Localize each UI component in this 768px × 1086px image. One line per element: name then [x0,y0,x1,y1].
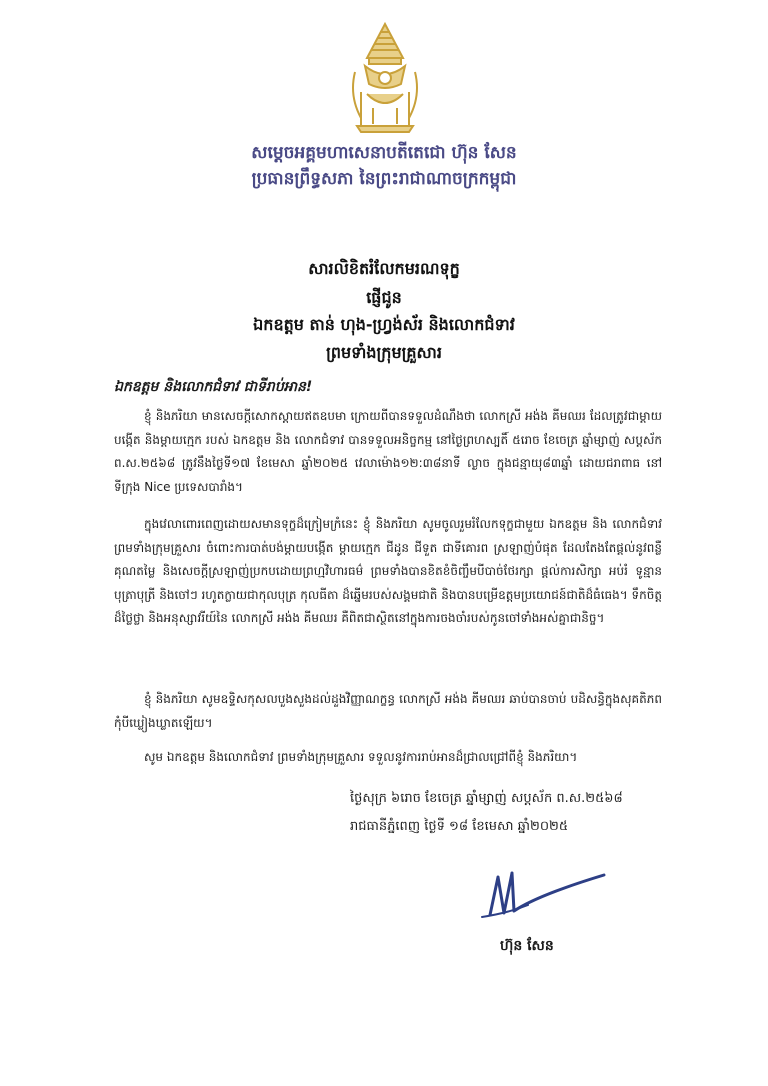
signer-name: ហ៊ុន សែន [500,938,554,954]
body-paragraph-3: ខ្ញុំ និងភរិយា សូមឧទ្ទិសកុសលបួងសួងដល់ដួងវិញ្ញាណក្ខន្ធ លោកស្រី អង់ង គីមឈរ ឆាប់បានចាប់ បដិសន្ធិក្នុងសុគតិភពកុំបីឃ្លៀងឃ្លាតឡើយ។ [114,692,662,730]
recipient-line: ឯកឧត្តម តាន់ ហុង-ហ្វ្រង់ស័រ និងលោកជំទាវ [253,315,515,334]
lunar-date: ថ្ងៃសុក្រ ៦រោច ខែចេត្រ ឆ្នាំម្សាញ់ សប្តស័ក ព.ស.២៥៦៨ [350,791,623,806]
body-paragraph-2: ក្នុងវេលាពោរពេញដោយសមានទុក្ខដ៏ក្រៀមក្រំនេះ ខ្ញុំ និងភរិយា សូមចូលរួមរំលែកទុក្ខជាមួយ ឯកឧត្តម និង លោកជំទាវ ព្រមទាំងក្រុមគ្រួសារ ចំពោះការបាត់បង់ម្ដាយបង្កើត ម្ដាយក្មេក ជីដូន ជីទួត ជាទីគោរព ស្រឡាញ់បំផុត ដែលតែងតែផ្ដល់នូវពន្លឺ គុណតម្លៃ និងសេចក្ដីស្រឡាញ់ប្រកបដោយព្រហ្មវិហារធម៌ ព្រមទាំងបានខិតខំចិញ្ចឹមបីបាច់ថែរក្សា ផ្ដល់ការសិក្សា អប់រំ ទូន្មានបុត្រាបុត្រី និងចៅៗ រហូតក្លាយជាកុលបុត្រ កុលធីតា ដ៏ឆ្នើមរបស់សង្គមជាតិ និងបានបម្រើឧត្តមប្រយោជន៍ជាតិដ៏ធំធេង។ ទឹកចិត្តដ៏ថ្លៃថ្លា និងអនុស្សាវរីយ៍នៃ លោកស្រី អង់ង គីមឈរ គឺពិតជាស្ថិតនៅក្នុងការចងចាំរបស់កូនចៅទាំងអស់គ្នាជានិច្ច។ [114,517,662,625]
royal-emblem-icon [347,22,423,134]
sender-name: សម្ដេចអគ្គមហាសេនាបតីតេជោ ហ៊ុន សែន [251,143,517,163]
letter-subtitle: ផ្ញើជូន [366,288,402,307]
signature-icon [468,855,608,935]
salutation: ឯកឧត្តម និងលោកជំទាវ ជាទីរាប់អាន! [114,379,313,395]
body-paragraph-4: សូម ឯកឧត្តម និងលោកជំទាវ ព្រមទាំងក្រុមគ្រួសារ ទទួលនូវការរាប់អានដ៏ជ្រាលជ្រៅពីខ្ញុំ និងភរិយា។ [144,750,578,764]
body-paragraph-1: ខ្ញុំ និងភរិយា មានសេចក្ដីសោកស្ដាយឥតឧបមា ក្រោយពីបានទទួលដំណឹងថា លោកស្រី អង់ង គីមឈរ ដែលត្រូវជាម្ដាយបង្កើត និងម្ដាយក្មេក របស់ ឯកឧត្តម និង លោកជំទាវ បានទទួលអនិច្ចកម្ម នៅថ្ងៃព្រហស្បតិ៍ ៥រោច ខែចេត្រ ឆ្នាំម្សាញ់ សប្តស័ក ព.ស.២៥៦៨ ត្រូវនឹងថ្ងៃទី១៧ ខែមេសា ឆ្នាំ២០២៥ វេលាម៉ោង១២:៣៨នាទី ល្ងាច ក្នុងជន្មាយុ៨៣ឆ្នាំ ដោយជរាពាធ នៅទីក្រុង Nice ប្រទេសបារាំង។ [114,409,662,494]
letter-title: សារលិខិតរំលែកមរណទុក្ខ [308,259,460,278]
recipient-family: ព្រមទាំងក្រុមគ្រួសារ [326,343,442,362]
solar-date: រាជធានីភ្នំពេញ ថ្ងៃទី ១៨ ខែមេសា ឆ្នាំ២០២៥ [350,819,569,834]
sender-title: ប្រធានព្រឹទ្ធសភា នៃព្រះរាជាណាចក្រកម្ពុជា [251,169,517,189]
